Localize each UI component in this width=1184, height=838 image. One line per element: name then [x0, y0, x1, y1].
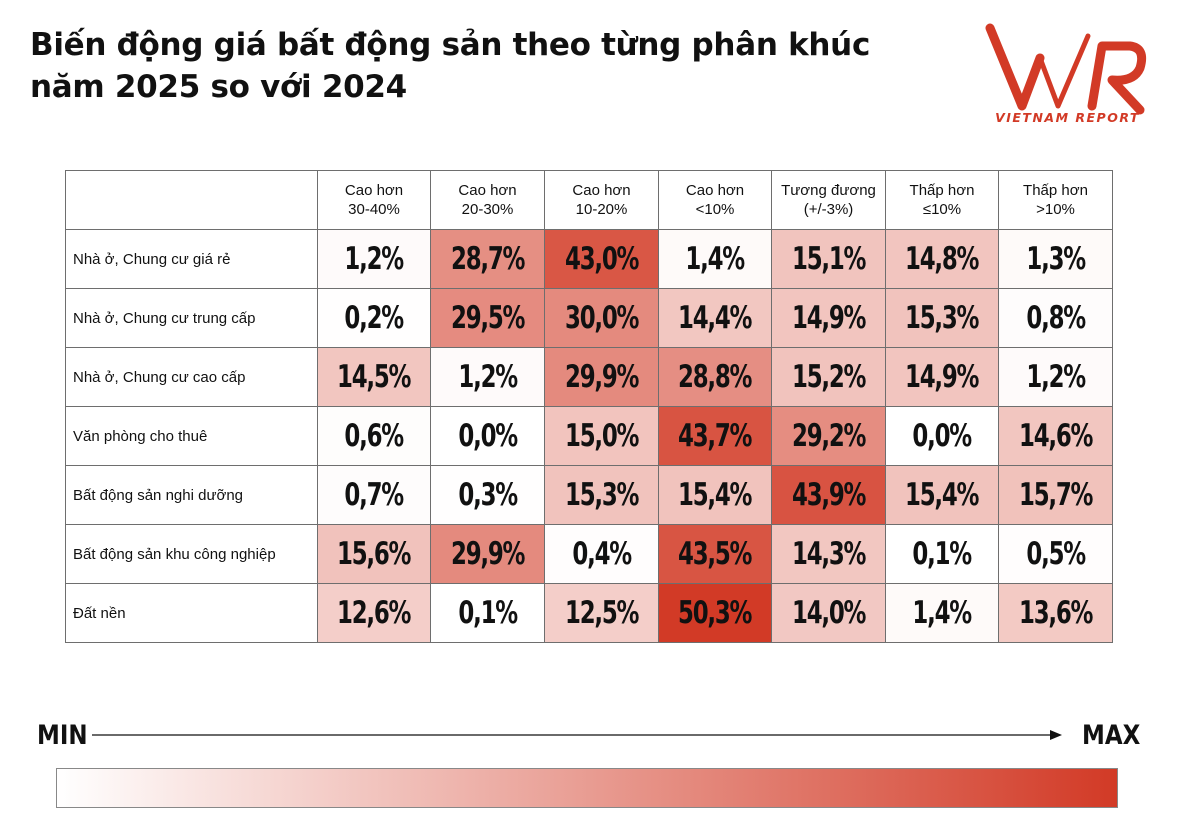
heat-cell-value: 29,9%	[450, 536, 525, 572]
row-label: Văn phòng cho thuê	[66, 407, 318, 466]
heat-cell-value: 0,0%	[912, 418, 972, 454]
row-label: Nhà ở, Chung cư cao cấp	[66, 348, 318, 407]
legend-min-label: MIN	[37, 720, 88, 751]
heat-cell	[772, 466, 886, 525]
heat-cell	[545, 348, 659, 407]
column-header-line: 30-40%	[348, 201, 400, 218]
row-label: Nhà ở, Chung cư giá rẻ	[66, 230, 318, 289]
column-header	[545, 171, 659, 230]
heat-cell	[545, 584, 659, 643]
title-line-2: năm 2025 so với 2024	[30, 69, 407, 105]
heat-cell	[772, 525, 886, 584]
heat-cell	[318, 525, 431, 584]
heat-cell-value: 0,1%	[912, 536, 972, 572]
heat-cell-value: 1,2%	[344, 241, 404, 277]
table-row	[66, 289, 1113, 348]
heat-cell-value: 0,8%	[1026, 300, 1085, 336]
heat-cell-value: 1,4%	[685, 241, 745, 277]
heat-cell	[999, 348, 1113, 407]
heat-cell-value: 12,5%	[564, 595, 639, 631]
heatmap-table	[65, 170, 1113, 643]
heat-cell-value: 0,3%	[458, 477, 517, 513]
heat-cell	[659, 584, 772, 643]
heat-cell	[431, 230, 545, 289]
legend-max-label: MAX	[1082, 720, 1141, 751]
heat-cell-value: 14,9%	[791, 300, 866, 336]
logo-caption: VIETNAM REPORT	[995, 110, 1140, 125]
heat-cell-value: 1,2%	[458, 359, 517, 395]
heat-cell-value: 14,3%	[791, 536, 866, 572]
column-header	[431, 171, 545, 230]
heat-cell-value: 0,2%	[344, 300, 404, 336]
heat-cell-value: 14,0%	[791, 595, 866, 631]
heatmap-body	[66, 230, 1113, 643]
heat-cell	[886, 289, 999, 348]
chart-title	[30, 24, 930, 108]
heat-cell	[999, 289, 1113, 348]
corner-cell	[66, 171, 318, 230]
table-row	[66, 407, 1113, 466]
heat-cell	[886, 407, 999, 466]
heat-cell	[318, 584, 431, 643]
heat-cell-value: 43,9%	[791, 477, 866, 513]
heat-cell-value: 0,7%	[344, 477, 404, 513]
heat-cell-value: 43,7%	[678, 418, 752, 454]
heat-cell-value: 1,2%	[1026, 359, 1085, 395]
heat-cell	[772, 407, 886, 466]
heat-cell	[659, 230, 772, 289]
column-header-line: <10%	[695, 201, 735, 218]
column-header	[318, 171, 431, 230]
column-header-row	[66, 171, 1113, 230]
heat-cell	[545, 289, 659, 348]
column-header	[772, 171, 886, 230]
heat-cell	[431, 525, 545, 584]
heat-cell-value: 43,0%	[564, 241, 639, 277]
heat-cell-value: 0,0%	[458, 418, 517, 454]
heat-cell-value: 15,7%	[1018, 477, 1093, 513]
heat-cell-value: 1,4%	[912, 595, 972, 631]
heat-cell	[999, 230, 1113, 289]
heat-cell-value: 29,5%	[450, 300, 525, 336]
column-header	[999, 171, 1113, 230]
heat-cell-value: 15,3%	[905, 300, 979, 336]
heat-cell	[886, 466, 999, 525]
table-row	[66, 466, 1113, 525]
heat-cell-value: 15,4%	[905, 477, 979, 513]
heat-cell	[318, 230, 431, 289]
heat-cell-value: 13,6%	[1018, 595, 1093, 631]
heat-cell	[318, 289, 431, 348]
heat-cell	[999, 525, 1113, 584]
heat-cell-value: 30,0%	[564, 300, 639, 336]
heat-cell	[999, 407, 1113, 466]
column-header	[886, 171, 999, 230]
heat-cell	[431, 466, 545, 525]
title-line-1: Biến động giá bất động sản theo từng phân khúc	[30, 27, 871, 63]
heat-cell	[886, 348, 999, 407]
table-row	[66, 584, 1113, 643]
heat-cell	[545, 525, 659, 584]
heat-cell	[659, 289, 772, 348]
heat-cell	[659, 525, 772, 584]
column-header-line: >10%	[1036, 201, 1075, 218]
row-label: Đất nền	[66, 584, 318, 643]
row-label: Bất động sản khu công nghiệp	[66, 525, 318, 584]
heat-cell-value: 0,4%	[572, 536, 631, 572]
column-header-line: ≤10%	[922, 201, 962, 218]
column-header-line: (+/-3%)	[803, 201, 854, 218]
heat-cell	[659, 407, 772, 466]
heat-cell-value: 50,3%	[678, 595, 752, 631]
heat-cell-value: 14,9%	[905, 359, 979, 395]
heat-cell	[431, 348, 545, 407]
legend-gradient-bar	[56, 768, 1118, 808]
heat-cell-value: 15,4%	[678, 477, 752, 513]
heat-cell	[431, 289, 545, 348]
column-header	[659, 171, 772, 230]
heat-cell-value: 15,2%	[791, 359, 866, 395]
heat-cell	[886, 525, 999, 584]
heat-cell-value: 43,5%	[678, 536, 752, 572]
legend-arrow	[92, 725, 1062, 745]
heat-cell	[431, 407, 545, 466]
heat-cell	[659, 466, 772, 525]
heat-cell-value: 14,5%	[337, 359, 411, 395]
column-header-line: Cao hơn	[572, 182, 631, 199]
heat-cell-value: 15,0%	[564, 418, 639, 454]
heat-cell-value: 28,7%	[450, 241, 525, 277]
row-label: Nhà ở, Chung cư trung cấp	[66, 289, 318, 348]
heat-cell-value: 14,6%	[1018, 418, 1093, 454]
heat-cell-value: 29,2%	[791, 418, 866, 454]
column-header-line: Thấp hơn	[909, 182, 975, 199]
heat-cell-value: 15,6%	[337, 536, 411, 572]
heat-cell-value: 1,3%	[1026, 241, 1085, 277]
table-row	[66, 348, 1113, 407]
heat-cell-value: 28,8%	[678, 359, 752, 395]
table-row	[66, 525, 1113, 584]
heat-cell-value: 14,8%	[905, 241, 979, 277]
column-header-line: 20-30%	[461, 201, 514, 218]
column-header-line: Thấp hơn	[1023, 182, 1088, 199]
heat-cell	[999, 466, 1113, 525]
heat-cell	[545, 230, 659, 289]
heat-cell-value: 15,3%	[564, 477, 639, 513]
heat-cell	[772, 230, 886, 289]
heat-cell	[318, 407, 431, 466]
heat-cell	[318, 466, 431, 525]
heat-cell	[659, 348, 772, 407]
heat-cell-value: 15,1%	[791, 241, 866, 277]
heat-cell	[886, 584, 999, 643]
heat-cell	[999, 584, 1113, 643]
table-row	[66, 230, 1113, 289]
heat-cell	[772, 348, 886, 407]
heat-cell-value: 0,1%	[458, 595, 517, 631]
heat-cell	[886, 230, 999, 289]
heat-cell	[431, 584, 545, 643]
column-header-line: Tương đương	[781, 182, 876, 199]
column-header-line: Cao hơn	[344, 182, 404, 199]
column-header-line: Cao hơn	[458, 182, 517, 199]
heat-cell-value: 0,6%	[344, 418, 404, 454]
column-header-line: Cao hơn	[685, 182, 745, 199]
heat-cell	[545, 407, 659, 466]
heat-cell	[318, 348, 431, 407]
heat-cell-value: 29,9%	[564, 359, 639, 395]
heat-cell	[545, 466, 659, 525]
heat-cell	[772, 584, 886, 643]
heat-cell-value: 0,5%	[1026, 536, 1085, 572]
heat-cell-value: 12,6%	[337, 595, 411, 631]
column-header-line: 10-20%	[575, 201, 628, 218]
heat-cell	[772, 289, 886, 348]
heat-cell-value: 14,4%	[678, 300, 752, 336]
row-label: Bất động sản nghi dưỡng	[66, 466, 318, 525]
